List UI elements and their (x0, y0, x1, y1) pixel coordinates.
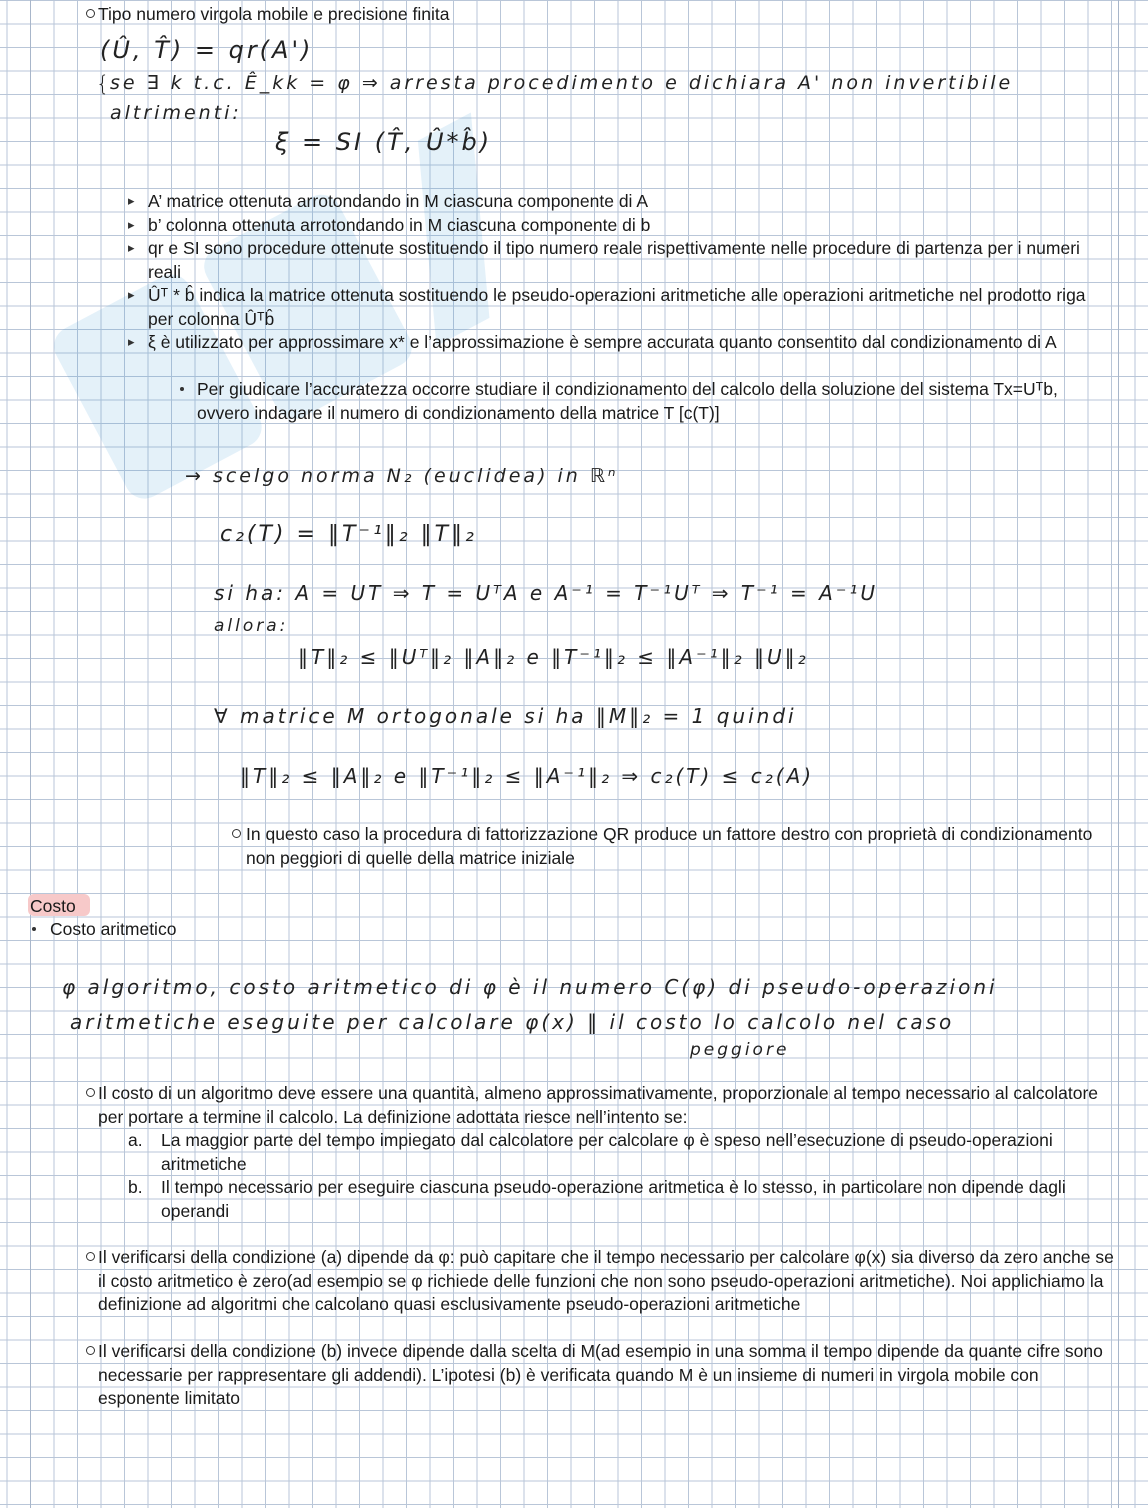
list-item-text: Il tempo necessario per eseguire ciascuna pseudo-operazione aritmetica è lo stesso, in particolare non dipende dagli operandi (161, 1177, 1066, 1221)
margin-line-left (30, 0, 31, 1508)
section-heading: Tipo numero virgola mobile e precisione finita (98, 4, 450, 24)
triangle-bullet-icon: ▸ (128, 217, 135, 232)
handwritten-line: si ha: A = UT ⇒ T = UᵀA e A⁻¹ = T⁻¹Uᵀ ⇒ T⁻¹ = A⁻¹U (214, 581, 879, 605)
list-marker: b. (128, 1177, 143, 1197)
handwritten-line: c₂(T) = ‖T⁻¹‖₂ ‖T‖₂ (220, 522, 477, 547)
bullet-text: qr e SI sono procedure ottenute sostituendo il tipo numero reale rispettivamente nelle procedure di partenza per i numeri reali (148, 238, 1080, 282)
section-title: Costo (30, 896, 76, 916)
dot-bullet-icon (32, 927, 36, 931)
handwritten-line: altrimenti: (110, 102, 242, 124)
triangle-bullet-icon: ▸ (128, 240, 135, 255)
sub-bullet-text: Per giudicare l’accuratezza occorre studiare il condizionamento del calcolo della soluzione del sistema Tx=Uᵀb, ovvero indagare il numero di condizionamento della matrice T [c(T)] (197, 379, 1058, 423)
circle-bullet-icon (86, 9, 95, 18)
handwritten-line: aritmetiche eseguite per calcolare φ(x) ‖ il costo lo calcolo nel caso (70, 1010, 955, 1034)
handwritten-line: peggiore (690, 1040, 790, 1060)
paragraph: Il verificarsi della condizione (b) invece dipende dalla scelta di M(ad esempio in una somma il tempo dipende da quante cifre sono necessarie per rappresentare gli addendi). L’ipotesi (b) è verificata quando M è un insieme di numeri in virgola mobile con esponente limitato (98, 1341, 1103, 1408)
triangle-bullet-icon: ▸ (128, 334, 135, 349)
curly-brace: { (96, 72, 113, 96)
dot-bullet-icon (180, 387, 184, 391)
handwritten-line: → scelgo norma N₂ (euclidea) in ℝⁿ (185, 465, 619, 487)
bullet-text: ξ è utilizzato per approssimare x* e l’approssimazione è sempre accurata quanto consentito dal condizionamento di A (148, 332, 1057, 352)
circle-bullet-icon (86, 1088, 95, 1097)
circle-bullet-icon (232, 829, 241, 838)
handwritten-line: (Û, T̂) = qr(A') (100, 36, 314, 64)
circle-bullet-icon (86, 1252, 95, 1261)
paragraph: Il costo di un algoritmo deve essere una quantità, almeno approssimativamente, proporzionale al tempo necessario al calcolatore per portare a termine il calcolo. La definizione adottata riesce nell’intento se: (98, 1083, 1099, 1127)
handwritten-line: allora: (214, 616, 289, 636)
list-item-text: La maggior parte del tempo impiegato dal calcolatore per calcolare φ è speso nell’esecuzione di pseudo-operazioni aritmetiche (161, 1130, 1053, 1174)
handwritten-line: φ algoritmo, costo aritmetico di φ è il numero C(φ) di pseudo-operazioni (62, 975, 998, 999)
bullet-text: Ûᵀ * b̂ indica la matrice ottenuta sostituendo le pseudo-operazioni aritmetiche alle operazioni aritmetiche nel prodotto riga per colonna Ûᵀb̂ (148, 285, 1086, 329)
list-marker: a. (128, 1130, 143, 1150)
bullet-text: A’ matrice ottenuta arrotondando in M ciascuna componente di A (148, 191, 649, 211)
triangle-bullet-icon: ▸ (128, 287, 135, 302)
handwritten-line: ‖T‖₂ ≤ ‖A‖₂ e ‖T⁻¹‖₂ ≤ ‖A⁻¹‖₂ ⇒ c₂(T) ≤ c₂(A) (240, 764, 815, 788)
handwritten-line: se ∃ k t.c. Ê_kk = φ ⇒ arresta procedimento e dichiara A' non invertibile (110, 72, 1014, 94)
handwritten-line: ξ = SI (T̂, Û*b̂) (275, 128, 493, 156)
paragraph: Il verificarsi della condizione (a) dipende da φ: può capitare che il tempo necessario per calcolare φ(x) sia diverso da zero anche se il costo aritmetico è zero(ad esempio se φ richiede delle funzioni che non sono pseudo-operazioni aritmetiche). Noi applichiamo la definizione ad algoritmi che calcolano quasi esclusivamente pseudo-operazioni aritmetiche (98, 1247, 1114, 1314)
circle-bullet-icon (86, 1346, 95, 1355)
bullet-text: Costo aritmetico (50, 919, 177, 939)
bullet-text: b’ colonna ottenuta arrotondando in M ciascuna componente di b (148, 215, 651, 235)
note-text: In questo caso la procedura di fattorizzazione QR produce un fattore destro con proprietà di condizionamento non peggiori di quelle della matrice iniziale (246, 824, 1093, 868)
triangle-bullet-icon: ▸ (128, 193, 135, 208)
handwritten-line: ∀ matrice M ortogonale si ha ‖M‖₂ = 1 quindi (214, 704, 797, 728)
handwritten-line: ‖T‖₂ ≤ ‖Uᵀ‖₂ ‖A‖₂ e ‖T⁻¹‖₂ ≤ ‖A⁻¹‖₂ ‖U‖₂ (298, 645, 809, 669)
